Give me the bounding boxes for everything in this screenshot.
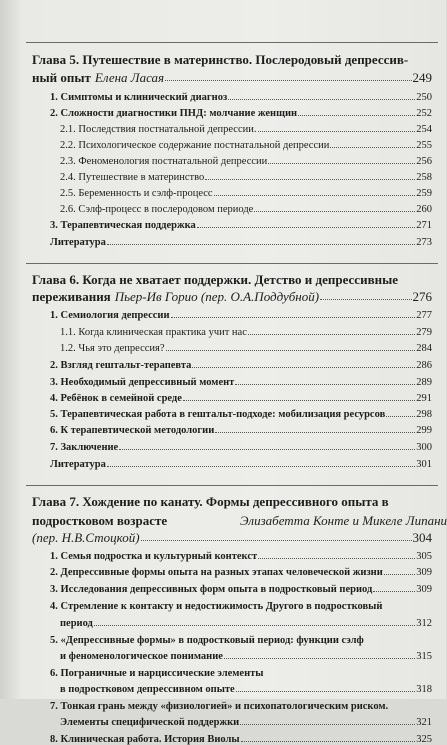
toc-entry-text: 3. Терапевтическая поддержка xyxy=(50,221,196,232)
toc-section[interactable] xyxy=(50,667,264,680)
toc-section[interactable] xyxy=(50,733,432,745)
chapter-title[interactable] xyxy=(32,271,398,286)
chapter-title-text: ный опыт xyxy=(32,71,91,84)
page-number: 279 xyxy=(416,328,432,339)
chapter-author: Пьер-Ив Горио (пер. О.А.Поддубной) xyxy=(115,290,319,303)
page-number: 301 xyxy=(416,460,432,471)
toc-subsection[interactable] xyxy=(60,123,432,136)
dot-leader xyxy=(183,400,415,401)
toc-entry-text: 5. «Депрессивные формы» в подростковый период: функции сэлф xyxy=(50,636,364,647)
chapter-page-number: 304 xyxy=(413,531,433,544)
dot-leader xyxy=(248,334,415,335)
toc-entry-text: 1.2. Чья это депрессия? xyxy=(60,344,165,355)
chapter-title[interactable] xyxy=(32,512,167,527)
dot-leader xyxy=(107,244,415,245)
chapter-title-text: Глава 7. Хождение по канату. Формы депрессивного опыта в xyxy=(32,495,389,508)
toc-section[interactable] xyxy=(50,441,432,454)
toc-entry-text: 2.3. Феноменология постнатальной депрессии xyxy=(60,157,267,168)
dot-leader xyxy=(373,591,415,592)
dot-leader xyxy=(107,466,415,467)
chapter-title-text: подростковом возрасте xyxy=(32,514,167,527)
toc-entry-text: 7. Тонкая грань между «физиологией» и психопатологическим риском. xyxy=(50,702,388,713)
toc-entry-text: 3. Необходимый депрессивный момент xyxy=(50,378,234,389)
toc-section[interactable] xyxy=(50,566,432,579)
toc-entry-text: 4. Стремление к контакту и недостижимость Другого в подростковый xyxy=(50,602,382,613)
page-number: 291 xyxy=(416,394,432,405)
toc-section[interactable] xyxy=(50,634,364,647)
dot-leader xyxy=(236,691,416,692)
toc-entry-text: 1.1. Когда клиническая практика учит нас xyxy=(60,328,247,339)
toc-subsection[interactable] xyxy=(60,203,432,216)
page-number: 300 xyxy=(416,443,432,454)
toc-subsection[interactable] xyxy=(60,326,432,339)
toc-entry-text: 2.4. Путешествие в материнство xyxy=(60,173,204,184)
page-number: 299 xyxy=(416,426,432,437)
toc-section[interactable] xyxy=(50,91,432,104)
toc-section[interactable] xyxy=(50,600,382,613)
page-number: 309 xyxy=(416,568,432,579)
page-number: 315 xyxy=(416,652,432,663)
toc-subsection[interactable] xyxy=(60,155,432,168)
chapter-title-text: Глава 5. Путешествие в материнство. Послеродовый депрессив- xyxy=(32,53,408,66)
chapter-title[interactable] xyxy=(32,288,432,303)
toc-section-continuation[interactable] xyxy=(60,683,432,696)
toc-entry-text: Литература xyxy=(50,460,106,471)
dot-leader xyxy=(166,350,416,351)
dot-leader xyxy=(254,211,415,212)
chapter-divider xyxy=(26,263,438,264)
dot-leader xyxy=(384,574,415,575)
page-number: 284 xyxy=(416,344,432,355)
page-number: 309 xyxy=(416,585,432,596)
dot-leader xyxy=(215,432,415,433)
dot-leader xyxy=(298,115,415,116)
toc-entry-text: 2.2. Психологическое содержание постнатальной депрессии xyxy=(60,141,329,152)
toc-subsection[interactable] xyxy=(60,139,432,152)
dot-leader xyxy=(197,227,416,228)
toc-entry-text: 1. Семья подростка и культурный контекст xyxy=(50,552,257,563)
dot-leader xyxy=(205,179,415,180)
toc-section-continuation[interactable] xyxy=(60,716,432,729)
dot-leader xyxy=(240,724,415,725)
chapter-title-text: Глава 6. Когда не хватает поддержки. Детство и депрессивные xyxy=(32,273,398,286)
toc-entry-text: 8. Клиническая работа. История Виолы xyxy=(50,735,240,745)
toc-subsection[interactable] xyxy=(60,342,432,355)
chapter-title-text: переживания xyxy=(32,290,111,303)
dot-leader xyxy=(94,625,415,626)
page-number: 252 xyxy=(416,109,432,120)
toc-entry-text: 7. Заключение xyxy=(50,443,118,454)
toc-section[interactable] xyxy=(50,219,432,232)
page-number: 260 xyxy=(416,205,432,216)
dot-leader xyxy=(268,163,415,164)
page-number: 273 xyxy=(416,238,432,249)
toc-section-continuation[interactable] xyxy=(60,617,432,630)
dot-leader xyxy=(119,449,415,450)
toc-entry-text: 2.5. Беременность и сэлф-процесс xyxy=(60,189,213,200)
toc-entry-text: Литература xyxy=(50,238,106,249)
toc-section[interactable] xyxy=(50,107,432,120)
toc-entry-text: 6. Пограничные и нарциссические элементы xyxy=(50,669,264,680)
page-number: 255 xyxy=(416,141,432,152)
toc-entry-text: 1. Семиология депрессии xyxy=(50,311,170,322)
page-number: 256 xyxy=(416,157,432,168)
dot-leader xyxy=(224,658,415,659)
toc-section[interactable] xyxy=(50,376,432,389)
dot-leader xyxy=(165,80,411,81)
toc-section[interactable] xyxy=(50,392,432,405)
page-number: 259 xyxy=(416,189,432,200)
toc-entry-text: 2. Депрессивные формы опыта на разных этапах человеческой жизни xyxy=(50,568,383,579)
toc-section[interactable] xyxy=(50,424,432,437)
dot-leader xyxy=(141,540,412,541)
toc-entry-text: в подростковом депрессивном опыте xyxy=(60,685,235,696)
page-number: 271 xyxy=(416,221,432,232)
page-number: 325 xyxy=(416,735,432,745)
toc-entry-text: 3. Исследования депрессивных форм опыта в подростковый период xyxy=(50,585,372,596)
dot-leader xyxy=(171,317,416,318)
toc-entry-text: 1. Симптомы и клинический диагноз xyxy=(50,93,227,104)
toc-entry-text: 2.6. Сэлф-процесс в послеродовом периоде xyxy=(60,205,253,216)
toc-entry-text: 4. Ребёнок в семейной среде xyxy=(50,394,182,405)
toc-subsection[interactable] xyxy=(60,187,432,200)
page-number: 289 xyxy=(416,378,432,389)
page-number: 318 xyxy=(416,685,432,696)
chapter-author-line xyxy=(240,512,447,527)
dot-leader xyxy=(258,558,415,559)
page-number: 250 xyxy=(416,93,432,104)
dot-leader xyxy=(241,741,416,742)
chapter-title[interactable] xyxy=(32,51,408,66)
toc-section-continuation[interactable] xyxy=(60,650,432,663)
dot-leader xyxy=(228,99,415,100)
toc-section[interactable] xyxy=(50,408,432,421)
dot-leader xyxy=(320,299,411,300)
toc-section[interactable] xyxy=(50,309,432,322)
toc-section[interactable] xyxy=(50,236,432,249)
chapter-page-number: 276 xyxy=(413,290,433,303)
dot-leader xyxy=(386,416,415,417)
page-number: 286 xyxy=(416,361,432,372)
toc-section[interactable] xyxy=(50,458,432,471)
chapter-author-line xyxy=(32,529,432,544)
dot-leader xyxy=(192,367,415,368)
chapter-title[interactable] xyxy=(32,493,389,508)
dot-leader xyxy=(258,131,416,132)
toc-entry-text: 6. К терапевтической методологии xyxy=(50,426,214,437)
toc-entry-text: Элементы специфической поддержки xyxy=(60,718,239,729)
toc-section[interactable] xyxy=(50,583,432,596)
dot-leader xyxy=(330,147,415,148)
toc-entry-text: и феноменологическое понимание xyxy=(60,652,223,663)
chapter-title[interactable] xyxy=(32,69,432,84)
toc-entry-text: 2. Взгляд гештальт-терапевта xyxy=(50,361,191,372)
dot-leader xyxy=(214,195,416,196)
page-number: 298 xyxy=(416,410,432,421)
chapter-author: Елена Ласая xyxy=(95,71,164,84)
chapter-author: (пер. Н.В.Стоцкой) xyxy=(32,531,140,544)
page-number: 258 xyxy=(416,173,432,184)
chapter-divider xyxy=(26,42,438,43)
toc-entry-text: 5. Терапевтическая работа в гештальт-подходе: мобилизация ресурсов xyxy=(50,410,385,421)
page-number: 277 xyxy=(416,311,432,322)
toc-section[interactable] xyxy=(50,700,388,713)
chapter-divider xyxy=(26,485,438,486)
toc-subsection[interactable] xyxy=(60,171,432,184)
chapter-page-number: 249 xyxy=(413,71,433,84)
toc-entry-text: период xyxy=(60,619,93,630)
page-number: 254 xyxy=(416,125,432,136)
page-number: 312 xyxy=(416,619,432,630)
toc-entry-text: 2. Сложности диагностики ПНД: молчание женщин xyxy=(50,109,297,120)
page-number: 305 xyxy=(416,552,432,563)
toc-section[interactable] xyxy=(50,550,432,563)
toc-section[interactable] xyxy=(50,359,432,372)
chapter-author: Элизабетта Конте и Микеле Липани xyxy=(240,514,447,527)
dot-leader xyxy=(235,384,415,385)
toc-entry-text: 2.1. Последствия постнатальной депрессии. xyxy=(60,125,257,136)
page-number: 321 xyxy=(416,718,432,729)
